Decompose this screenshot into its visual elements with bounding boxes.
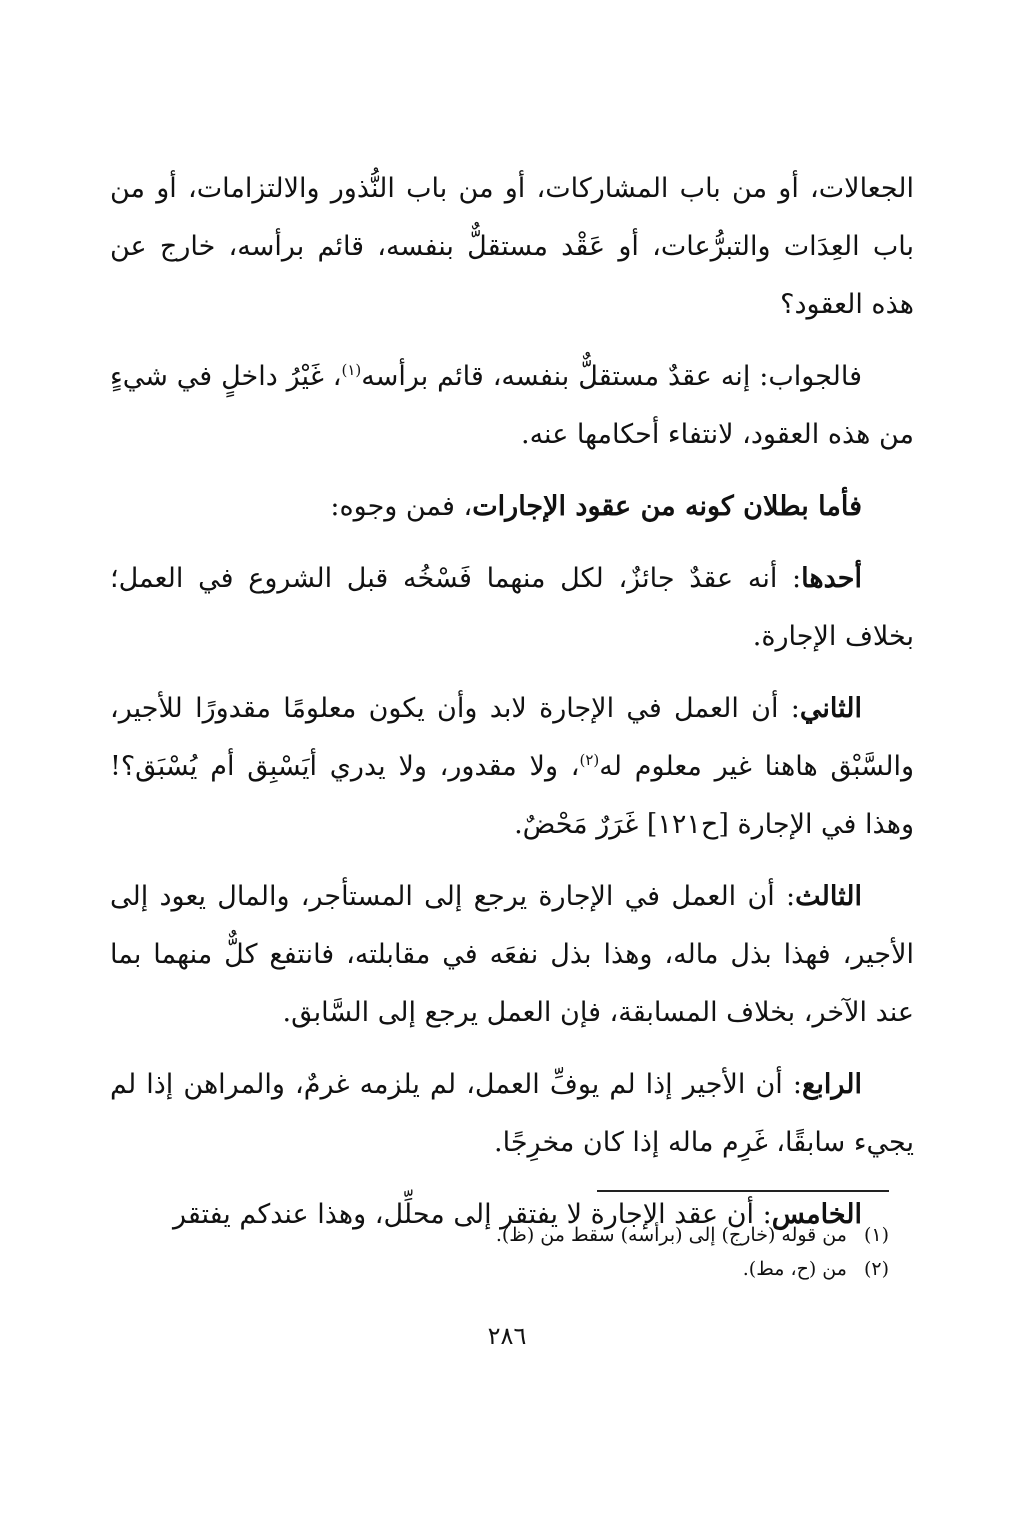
footnote-text: من (ح، مط). (742, 1258, 847, 1280)
main-text (110, 160, 914, 1258)
footnote-text: من قوله (خارج) إلى (برأسه) سقط من (ظ). (495, 1224, 847, 1246)
paragraph-text: : أن عقد الإجارة لا يفتقر إلى محلِّل، وهذا عندكم يفتقر (172, 1199, 772, 1230)
point-lead: أحدها (801, 563, 862, 594)
footnote-marker: (١) (341, 361, 362, 379)
paragraph-second-point (110, 680, 914, 854)
footnote-number: (٢) (863, 1258, 889, 1280)
paragraph-text: فالجواب: إنه عقدٌ مستقلٌّ بنفسه، قائم برأسه (361, 361, 862, 392)
footnotes (110, 1218, 889, 1286)
paragraph-text: : أن العمل في الإجارة لابد وأن يكون معلومًا مقدورًا للأجير، والسَّبْق هاهنا غير معلوم له (110, 693, 914, 782)
point-lead: الرابع (801, 1069, 862, 1100)
footnote-item (110, 1218, 889, 1252)
footnote-marker: (٢) (579, 751, 600, 769)
page-number: ٢٨٦ (487, 1322, 527, 1350)
section-lead: فأما بطلان كونه من عقود الإجارات (472, 491, 862, 522)
paragraph-section-heading (110, 478, 914, 536)
point-lead: الثاني (799, 693, 862, 724)
paragraph-text: ، غَيْرُ داخلٍ في شيءٍ من هذه العقود، لانتفاء أحكامها عنه. (110, 361, 914, 450)
paragraph-text: الجعالات، أو من باب المشاركات، أو من باب النُّذور والالتزامات، أو من باب العِدَات والتبرُّعات، أو عَقْد مستقلٌّ بنفسه، قائم برأسه، خارج عن هذه العقود؟ (110, 173, 914, 320)
paragraph-third-point (110, 868, 914, 1042)
paragraph-fourth-point (110, 1056, 914, 1172)
point-lead: الثالث (795, 881, 862, 912)
paragraph-text: : أنه عقدٌ جائزٌ، لكل منهما فَسْخُه قبل الشروع في العمل؛ بخلاف الإجارة. (110, 563, 914, 652)
paragraph-text: ، ولا مقدور، ولا يدري أيَسْبِق أم يُسْبَق؟! وهذا في الإجارة [ح١٢١] غَرَرٌ مَحْضٌ. (110, 751, 914, 840)
paragraph-text: : أن الأجير إذا لم يوفِّ العمل، لم يلزمه غرمٌ، والمراهن إذا لم يجيء سابقًا، غَرِم ماله إذا كان مخرِجًا. (110, 1069, 914, 1158)
footnote-separator (597, 1190, 889, 1192)
paragraph-first-point (110, 550, 914, 666)
paragraph-text: ، فمن وجوه: (330, 491, 473, 522)
point-lead: الخامس (771, 1199, 862, 1230)
paragraph-answer (110, 348, 914, 464)
footnote-item (110, 1252, 889, 1286)
footnote-number: (١) (863, 1224, 889, 1246)
paragraph-continuation (110, 160, 914, 334)
paragraph-text: : أن العمل في الإجارة يرجع إلى المستأجر، والمال يعود إلى الأجير، فهذا بذل ماله، وهذا بذل نفعَه في مقابلته، فانتفع كلٌّ منهما بما عند الآخر، بخلاف المسابقة، فإن العمل يرجع إلى السَّابق. (110, 881, 914, 1028)
